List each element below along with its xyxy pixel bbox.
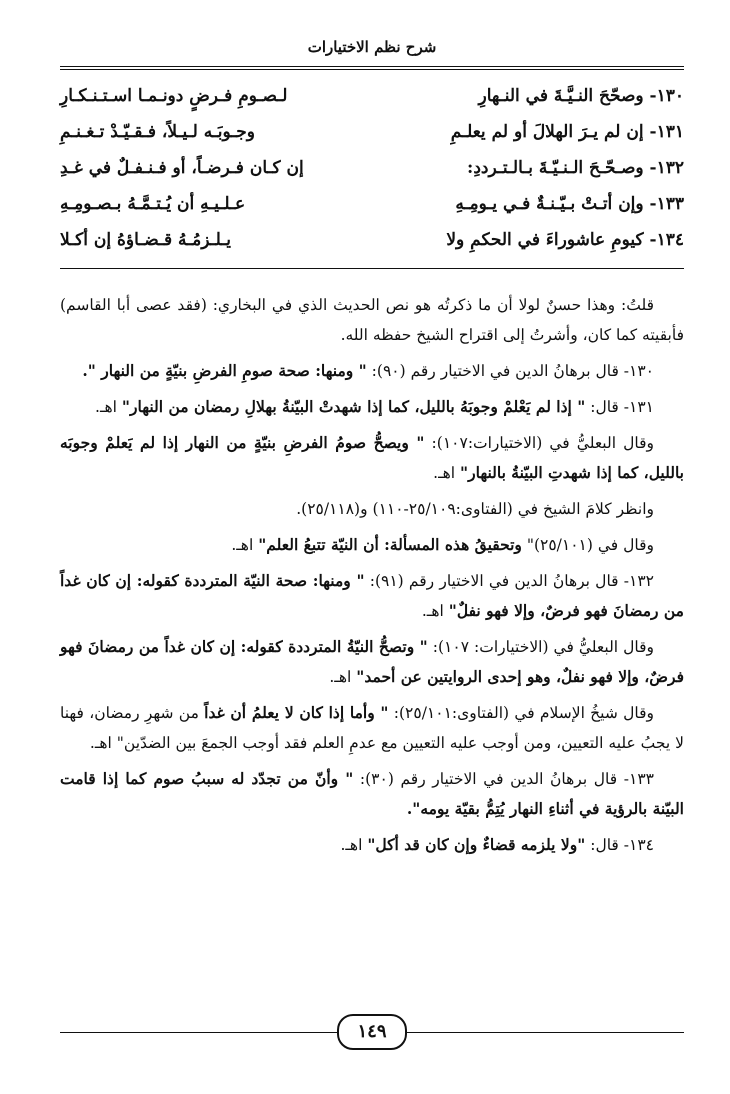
paragraph-tail: اهـ. — [433, 464, 461, 482]
verse-second-hemistich: وجـوبَـه لـيـلاً، فـقـيّـدْ تـغـنـمِ — [60, 122, 256, 142]
paragraph-text: ١٣٢- قال برهانُ الدين في الاختيار رقم (٩١): — [364, 572, 655, 590]
paragraph-tail: اهـ. — [95, 398, 122, 416]
paragraph-text: ١٣١- قال: — [585, 398, 654, 416]
quoted-text: "ولا يلزمه قضاءٌ وإن كان قد أكل" — [367, 835, 586, 854]
paragraph — [60, 356, 684, 386]
paragraph-tail: اهـ. — [340, 836, 368, 854]
verse-first-hemistich: ١٣٠- وصحّحَ النـيَّـةَ في النـهارِ — [478, 86, 684, 106]
verse-block — [60, 86, 684, 266]
paragraph-tail: اهـ. — [421, 602, 449, 620]
paragraph — [60, 392, 684, 422]
verse-row — [60, 194, 684, 230]
verse-second-hemistich: إن كـان فـرضـاً، أو فـنـفـلٌ في غـدِ — [60, 158, 304, 178]
quoted-text: " وأنّ من تجدّد له سببُ صوم كما إذا قامت البيّنة بالرؤية في أثناءِ النهار يُتِمُّ بقيّة يومه". — [60, 769, 684, 818]
verse-second-hemistich: لـصـومِ فـرضٍ دونـمـا اسـتـنـكـارِ — [60, 86, 288, 106]
quoted-text: " ومنها: صحة النيّة المترددة كقوله: إن كان غداً من رمضانَ فهو فرضٌ، وإلا فهو نفلٌ" — [60, 571, 684, 620]
paragraph — [60, 830, 684, 860]
paragraph — [60, 566, 684, 626]
quoted-text: " ومنها: صحة صومِ الفرضِ بنيّةٍ من النهار ". — [82, 361, 367, 380]
verse-first-hemistich: ١٣٢- وصـحّـحَ الـنـيّـةَ بـالـتـرددِ: — [467, 158, 684, 178]
verse-row — [60, 158, 684, 194]
paragraph — [60, 494, 684, 524]
verse-row — [60, 86, 684, 122]
paragraph-text: وقال في (٢٥/١٠١)" — [521, 536, 654, 554]
paragraph-tail: اهـ. — [231, 536, 259, 554]
paragraph-text: وانظر كلامَ الشيخ في (الفتاوى:٢٥/١٠٩-١١٠) و(٢٥/١١٨). — [296, 500, 654, 518]
running-header: شرح نظم الاختيارات — [307, 38, 437, 56]
paragraph — [60, 290, 684, 350]
paragraph-tail: من شهرِ رمضان، فهنا لا يجبُ عليه التعيين، ومن أوجب عليه التعيين مع عدمِ العلم فقد أوجب الجمعَ بين الضدّين" اهـ. — [60, 704, 684, 752]
verse-first-hemistich: ١٣١- إن لم يـرَ الهلالَ أو لم يعلـمِ — [450, 122, 684, 142]
quoted-text: وتحقيقُ هذه المسألة: أن النيّة تتبعُ العلم" — [258, 535, 522, 554]
verse-second-hemistich: عـلـيـهِ أن يُـتـمَّـهُ بـصـومِـهِ — [60, 194, 246, 214]
paragraph-text: ١٣٤- قال: — [585, 836, 654, 854]
quoted-text: " ويصحُّ صومُ الفرضِ بنيّةٍ من النهار إذا لم يَعلمْ وجوبَه بالليل، كما إذا شهدتِ البيّنةُ بالنهار" — [60, 433, 684, 482]
paragraph — [60, 632, 684, 692]
paragraph-text: ١٣٠- قال برهانُ الدين في الاختيار رقم (٩٠): — [366, 362, 654, 380]
verse-rule — [60, 268, 684, 269]
paragraph-text: ١٣٣- قال برهانُ الدين في الاختيار رقم (٣٠): — [353, 770, 654, 788]
paragraph-text: قلتُ: وهذا حسنٌ لولا أن ما ذكرتُه هو نص الحديث الذي في البخاري: (فقد عصى أبا القاسم) فأبقيته كما كان، وأشرتُ إلى اقتراح الشيخ حفظه الله. — [60, 296, 684, 344]
header-rule-thin — [60, 69, 684, 70]
paragraph-tail: اهـ. — [329, 668, 357, 686]
book-page — [60, 0, 684, 1094]
verse-row — [60, 230, 684, 266]
verse-row — [60, 122, 684, 158]
header-rule — [60, 66, 684, 67]
verse-first-hemistich: ١٣٣- وإن أتـتْ بـيّـنـةٌ فـي يـومِـهِ — [455, 194, 684, 214]
quoted-text: " إذا لم يَعْلمْ وجوبَهُ بالليل، كما إذا شهدتْ البيّنةُ بهلالِ رمضان من النهار" — [121, 397, 586, 416]
paragraph — [60, 530, 684, 560]
commentary-body — [60, 290, 684, 866]
verse-second-hemistich: يـلـزمُـهُ قـضـاؤهُ إن أكـلا — [60, 230, 231, 250]
paragraph — [60, 764, 684, 824]
paragraph-text: وقال شيخُ الإسلام في (الفتاوى:٢٥/١٠١): — [388, 704, 654, 722]
quoted-text: " وتصحُّ النيّةُ المترددة كقوله: إن كان غداً من رمضانَ فهو فرضٌ، وإلا فهو نفلٌ، وهو إحدى الروايتين عن أحمد" — [60, 637, 684, 686]
verse-first-hemistich: ١٣٤- كيومِ عاشوراءَ في الحكمِ ولا — [446, 230, 684, 250]
quoted-text: " وأما إذا كان لا يعلمُ أن غداً — [204, 703, 389, 722]
page-number: ١٤٩ — [337, 1014, 407, 1050]
paragraph — [60, 428, 684, 488]
paragraph-text: وقال البعليُّ في (الاختيارات: ١٠٧): — [427, 638, 655, 656]
paragraph-text: وقال البعليُّ في (الاختيارات:١٠٧): — [424, 434, 654, 452]
paragraph — [60, 698, 684, 758]
